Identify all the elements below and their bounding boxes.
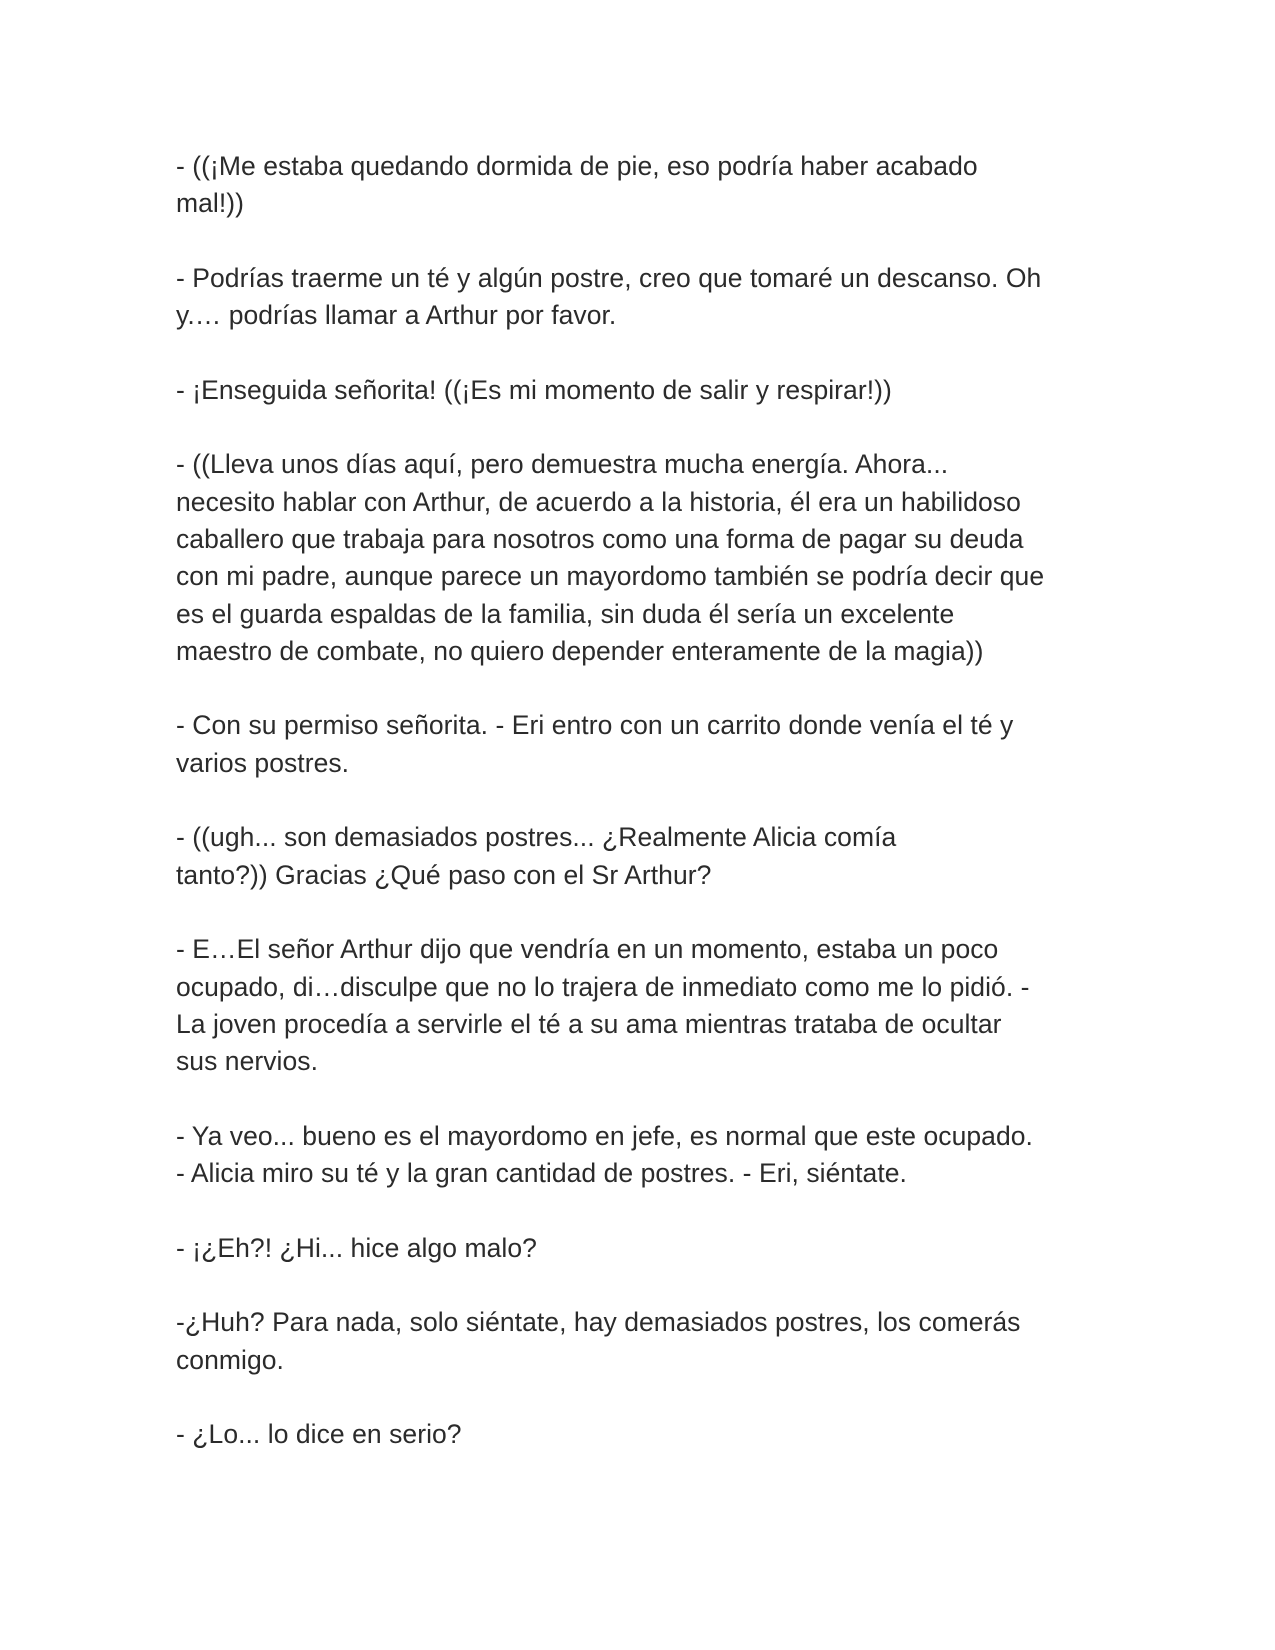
paragraph-6: - ((ugh... son demasiados postres... ¿Realmente Alicia comía tanto?)) Gracias ¿Qué paso con el Sr Arthur? <box>176 822 897 890</box>
paragraph-9: - ¡¿Eh?! ¿Hi... hice algo malo? <box>176 1232 537 1263</box>
paragraph-10: -¿Huh? Para nada, solo siéntate, hay demasiados postres, los comerás conmigo. <box>176 1307 1021 1375</box>
paragraph-3: - ¡Enseguida señorita! ((¡Es mi momento de salir y respirar!)) <box>176 374 892 405</box>
paragraph-7: - E…El señor Arthur dijo que vendría en un momento, estaba un poco ocupado, di…disculpe que no lo trajera de inmediato como me lo pidió. - La joven procedía a servirle el té a su ama mientras trataba de ocultar sus nervios. <box>176 934 1030 1077</box>
document-body <box>176 148 1106 1453</box>
paragraph-5: - Con su permiso señorita. - Eri entro con un carrito donde venía el té y varios postres. <box>176 710 1014 778</box>
paragraph-2: - Podrías traerme un té y algún postre, creo que tomaré un descanso. Oh y.… podrías llamar a Arthur por favor. <box>176 262 1042 331</box>
paragraph-4: - ((Lleva unos días aquí, pero demuestra mucha energía. Ahora... necesito hablar con Arthur, de acuerdo a la historia, él era un habilidoso caballero que trabaja para nosotros como una forma de pagar su deuda con mi padre, aunque parece un mayordomo también se podría decir que es el guarda espaldas de la familia, sin duda él sería un excelente maestro de combate, no quiero depender enteramente de la magia)) <box>176 449 1045 666</box>
paragraph-11: - ¿Lo... lo dice en serio? <box>176 1419 462 1450</box>
paragraph-1: - ((¡Me estaba quedando dormida de pie, eso podría haber acabado mal!)) <box>176 151 978 219</box>
paragraph-8: - Ya veo... bueno es el mayordomo en jefe, es normal que este ocupado. - Alicia miro su té y la gran cantidad de postres. - Eri, siéntate. <box>176 1120 1033 1189</box>
